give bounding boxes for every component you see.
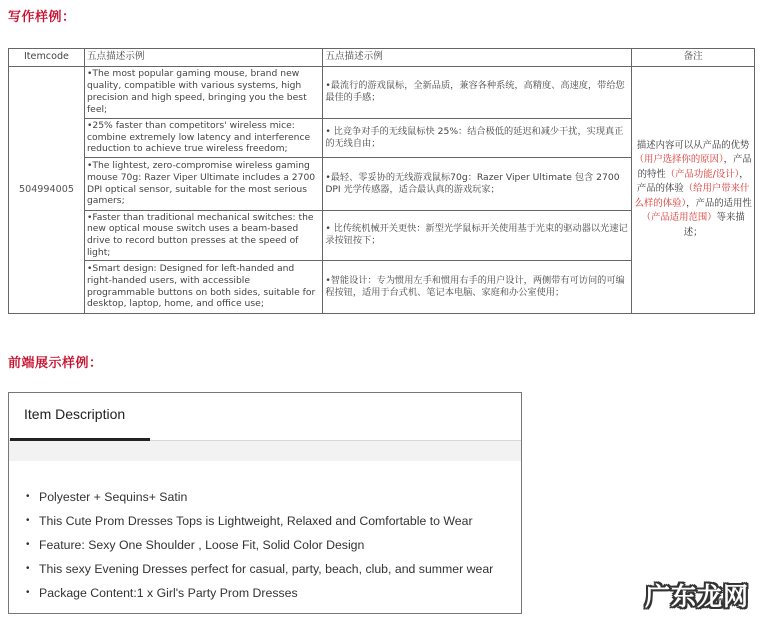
bullet-icon: • <box>26 539 30 550</box>
remark-highlight: （产品功能/设计） <box>665 168 740 180</box>
remark-text: ，产品的体验 <box>636 168 749 195</box>
bullet-icon: • <box>26 491 30 502</box>
table-header-row <box>9 49 755 67</box>
en-bullet-cell: •Smart design: Designed for left-handed and right-handed users, with accessible programmable buttons on both sides, suitable for desktop, laptop, home, and office use; <box>84 260 322 313</box>
writing-example-title: 写作样例： <box>8 10 76 25</box>
remark-text: 等来描述； <box>683 212 745 238</box>
header-remarks: 备注 <box>632 49 755 67</box>
feature-list <box>9 485 493 605</box>
tab-bar <box>9 393 521 441</box>
header-en-bullets: 五点描述示例 <box>84 49 322 67</box>
zh-bullet-cell: • 比竞争对手的无线鼠标快 25%：结合极低的延迟和减少干扰，实现真正的无线自由； <box>323 118 632 157</box>
tab-content-header-strip <box>9 441 521 461</box>
table-row <box>9 66 755 118</box>
frontend-example-title: 前端展示样例： <box>8 356 103 371</box>
list-item <box>26 485 493 509</box>
site-watermark-logo: 广东龙网 <box>645 582 750 611</box>
bullet-points-spec-table <box>8 48 755 314</box>
remark-text: ，产品的特性 <box>637 154 752 180</box>
list-item <box>26 557 494 581</box>
bullet-icon: • <box>26 515 30 526</box>
itemcode-cell: 504994005 <box>9 66 85 313</box>
feature-text: This sexy Evening Dresses perfect for casual, party, beach, club, and summer wear <box>39 562 494 576</box>
header-zh-bullets: 五点描述示例 <box>323 49 632 67</box>
zh-bullet-cell: • 比传统机械开关更快：新型光学鼠标开关使用基于光束的驱动器以光速记录按钮按下； <box>323 210 632 260</box>
bullet-icon: • <box>26 563 30 574</box>
remark-text: 描述内容可以从产品的优势 <box>636 139 750 151</box>
remark-highlight: （用户选择你的原因） <box>634 154 724 166</box>
remarks-cell <box>632 66 755 313</box>
bullet-icon: • <box>26 587 30 598</box>
tab-item-description[interactable]: Item Description <box>24 406 126 422</box>
list-item <box>26 509 493 533</box>
zh-bullet-cell: •智能设计：专为惯用左手和惯用右手的用户设计，两侧带有可访问的可编程按钮，适用于台式机、笔记本电脑、家庭和办公室使用； <box>323 260 632 313</box>
list-item <box>26 533 493 557</box>
en-bullet-cell: •The most popular gaming mouse, brand new quality, compatible with various systems, high precision and high speed, bringing you the best feel; <box>84 66 322 118</box>
en-bullet-cell: •Faster than traditional mechanical switches: the new optical mouse switch uses a beam-based drive to record button presses at the speed of light; <box>84 210 322 260</box>
feature-text: Feature: Sexy One Shoulder , Loose Fit, Solid Color Design <box>39 538 365 552</box>
feature-text: Polyester + Sequins+ Satin <box>39 490 188 504</box>
header-itemcode: Itemcode <box>9 49 85 67</box>
en-bullet-cell: •25% faster than competitors' wireless mice: combine extremely low latency and interference reduction to achieve true wireless freedom; <box>84 118 322 157</box>
list-item <box>26 581 493 605</box>
remark-highlight: （产品适用范围） <box>641 212 717 224</box>
remark-text: ，产品的适用性 <box>686 197 752 209</box>
zh-bullet-cell: •最轻、零妥协的无线游戏鼠标70g：Razer Viper Ultimate 包含 2700 DPI 光学传感器，适合最认真的游戏玩家； <box>323 157 632 210</box>
feature-text: This Cute Prom Dresses Tops is Lightweight, Relaxed and Comfortable to Wear <box>39 514 473 528</box>
remark-highlight: （给用户带来什么样的体验） <box>634 183 750 209</box>
zh-bullet-cell: •最流行的游戏鼠标，全新品质，兼容各种系统，高精度、高速度，带给您最佳的手感； <box>323 66 632 118</box>
en-bullet-cell: •The lightest, zero-compromise wireless gaming mouse 70g: Razer Viper Ultimate includes a 2700 DPI optical sensor, suitable for the most serious gamers; <box>84 157 322 210</box>
feature-text: Package Content:1 x Girl's Party Prom Dresses <box>39 586 298 600</box>
item-description-panel <box>8 392 522 614</box>
